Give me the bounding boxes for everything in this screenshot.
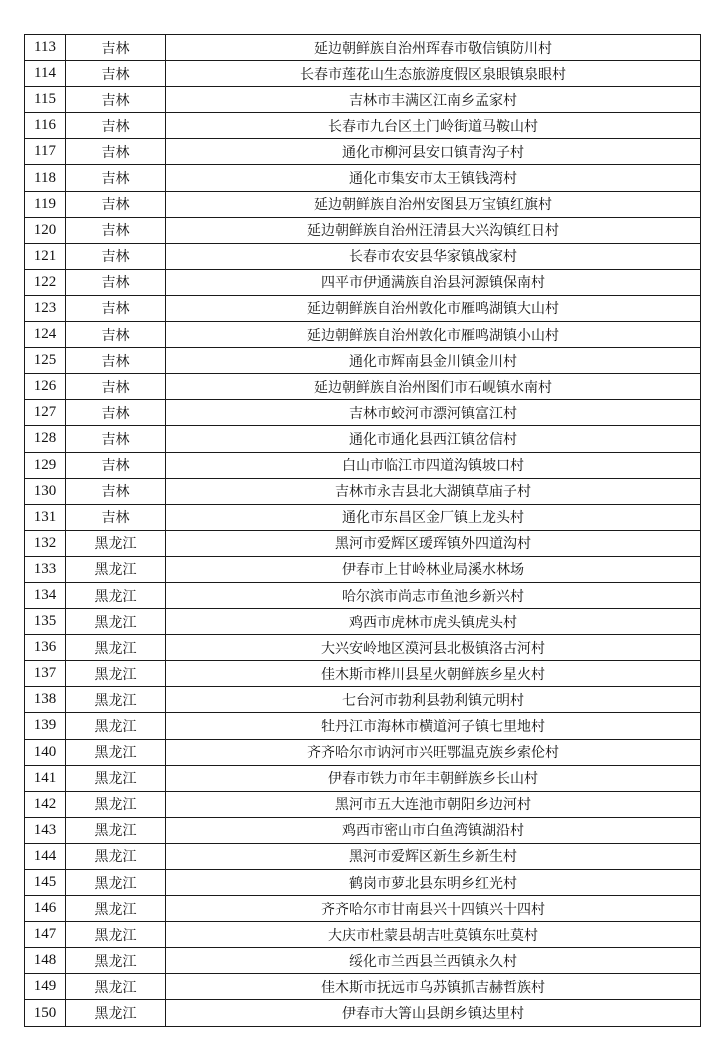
province-cell: 黑龙江 (66, 843, 166, 869)
village-name-cell: 通化市东昌区金厂镇上龙头村 (166, 504, 701, 530)
province-cell: 吉林 (66, 322, 166, 348)
table-row (25, 452, 701, 478)
table-row (25, 896, 701, 922)
row-number-cell: 131 (25, 504, 66, 530)
table-row (25, 817, 701, 843)
village-table-body (25, 35, 701, 1027)
village-name-cell: 延边朝鲜族自治州安图县万宝镇红旗村 (166, 191, 701, 217)
province-cell: 吉林 (66, 139, 166, 165)
village-name-cell: 吉林市蛟河市漂河镇富江村 (166, 400, 701, 426)
village-name-cell: 白山市临江市四道沟镇坡口村 (166, 452, 701, 478)
province-cell: 黑龙江 (66, 556, 166, 582)
table-row (25, 739, 701, 765)
province-cell: 黑龙江 (66, 635, 166, 661)
village-name-cell: 吉林市丰满区江南乡孟家村 (166, 87, 701, 113)
table-row (25, 322, 701, 348)
province-cell: 黑龙江 (66, 870, 166, 896)
village-name-cell: 大兴安岭地区漠河县北极镇洛古河村 (166, 635, 701, 661)
province-cell: 黑龙江 (66, 817, 166, 843)
province-cell: 吉林 (66, 165, 166, 191)
row-number-cell: 134 (25, 582, 66, 608)
table-row (25, 269, 701, 295)
row-number-cell: 138 (25, 687, 66, 713)
province-cell: 吉林 (66, 452, 166, 478)
province-cell: 黑龙江 (66, 661, 166, 687)
village-name-cell: 大庆市杜蒙县胡吉吐莫镇东吐莫村 (166, 922, 701, 948)
province-cell: 吉林 (66, 426, 166, 452)
province-cell: 黑龙江 (66, 974, 166, 1000)
row-number-cell: 129 (25, 452, 66, 478)
table-row (25, 478, 701, 504)
village-name-cell: 延边朝鲜族自治州珲春市敬信镇防川村 (166, 35, 701, 61)
row-number-cell: 125 (25, 348, 66, 374)
village-name-cell: 延边朝鲜族自治州汪清县大兴沟镇红日村 (166, 217, 701, 243)
village-name-cell: 鸡西市虎林市虎头镇虎头村 (166, 609, 701, 635)
village-name-cell: 哈尔滨市尚志市鱼池乡新兴村 (166, 582, 701, 608)
row-number-cell: 142 (25, 791, 66, 817)
row-number-cell: 150 (25, 1000, 66, 1026)
table-row (25, 113, 701, 139)
province-cell: 黑龙江 (66, 687, 166, 713)
table-row (25, 791, 701, 817)
row-number-cell: 143 (25, 817, 66, 843)
province-cell: 吉林 (66, 35, 166, 61)
table-row (25, 295, 701, 321)
village-name-cell: 延边朝鲜族自治州敦化市雁鸣湖镇大山村 (166, 295, 701, 321)
village-name-cell: 佳木斯市抚远市乌苏镇抓吉赫哲族村 (166, 974, 701, 1000)
village-name-cell: 黑河市五大连池市朝阳乡边河村 (166, 791, 701, 817)
row-number-cell: 144 (25, 843, 66, 869)
table-row (25, 661, 701, 687)
province-cell: 黑龙江 (66, 582, 166, 608)
province-cell: 黑龙江 (66, 739, 166, 765)
village-name-cell: 通化市辉南县金川镇金川村 (166, 348, 701, 374)
province-cell: 黑龙江 (66, 609, 166, 635)
row-number-cell: 128 (25, 426, 66, 452)
table-row (25, 348, 701, 374)
province-cell: 黑龙江 (66, 791, 166, 817)
village-list-sheet (24, 34, 700, 1027)
village-name-cell: 长春市莲花山生态旅游度假区泉眼镇泉眼村 (166, 61, 701, 87)
row-number-cell: 132 (25, 530, 66, 556)
row-number-cell: 117 (25, 139, 66, 165)
province-cell: 吉林 (66, 243, 166, 269)
province-cell: 吉林 (66, 504, 166, 530)
row-number-cell: 145 (25, 870, 66, 896)
province-cell: 黑龙江 (66, 713, 166, 739)
row-number-cell: 140 (25, 739, 66, 765)
village-name-cell: 四平市伊通满族自治县河源镇保南村 (166, 269, 701, 295)
table-row (25, 217, 701, 243)
village-name-cell: 鹤岗市萝北县东明乡红光村 (166, 870, 701, 896)
row-number-cell: 119 (25, 191, 66, 217)
row-number-cell: 115 (25, 87, 66, 113)
table-row (25, 922, 701, 948)
village-name-cell: 延边朝鲜族自治州敦化市雁鸣湖镇小山村 (166, 322, 701, 348)
row-number-cell: 127 (25, 400, 66, 426)
province-cell: 吉林 (66, 348, 166, 374)
village-name-cell: 吉林市永吉县北大湖镇草庙子村 (166, 478, 701, 504)
table-row (25, 191, 701, 217)
table-row (25, 582, 701, 608)
province-cell: 吉林 (66, 478, 166, 504)
table-row (25, 530, 701, 556)
province-cell: 黑龙江 (66, 765, 166, 791)
row-number-cell: 137 (25, 661, 66, 687)
table-row (25, 687, 701, 713)
province-cell: 黑龙江 (66, 948, 166, 974)
province-cell: 黑龙江 (66, 1000, 166, 1026)
row-number-cell: 121 (25, 243, 66, 269)
village-name-cell: 鸡西市密山市白鱼湾镇湖沿村 (166, 817, 701, 843)
province-cell: 吉林 (66, 61, 166, 87)
row-number-cell: 148 (25, 948, 66, 974)
table-row (25, 400, 701, 426)
row-number-cell: 123 (25, 295, 66, 321)
village-name-cell: 伊春市铁力市年丰朝鲜族乡长山村 (166, 765, 701, 791)
table-row (25, 870, 701, 896)
table-row (25, 609, 701, 635)
row-number-cell: 147 (25, 922, 66, 948)
table-row (25, 243, 701, 269)
village-name-cell: 通化市集安市太王镇钱湾村 (166, 165, 701, 191)
village-name-cell: 佳木斯市桦川县星火朝鲜族乡星火村 (166, 661, 701, 687)
table-row (25, 61, 701, 87)
province-cell: 吉林 (66, 295, 166, 321)
province-cell: 吉林 (66, 191, 166, 217)
row-number-cell: 136 (25, 635, 66, 661)
row-number-cell: 130 (25, 478, 66, 504)
village-name-cell: 绥化市兰西县兰西镇永久村 (166, 948, 701, 974)
row-number-cell: 139 (25, 713, 66, 739)
row-number-cell: 116 (25, 113, 66, 139)
village-name-cell: 通化市通化县西江镇岔信村 (166, 426, 701, 452)
row-number-cell: 120 (25, 217, 66, 243)
table-row (25, 139, 701, 165)
village-name-cell: 长春市九台区土门岭街道马鞍山村 (166, 113, 701, 139)
row-number-cell: 124 (25, 322, 66, 348)
row-number-cell: 141 (25, 765, 66, 791)
table-row (25, 713, 701, 739)
province-cell: 黑龙江 (66, 530, 166, 556)
village-name-cell: 黑河市爱辉区瑷珲镇外四道沟村 (166, 530, 701, 556)
table-row (25, 843, 701, 869)
row-number-cell: 146 (25, 896, 66, 922)
table-row (25, 974, 701, 1000)
province-cell: 黑龙江 (66, 896, 166, 922)
row-number-cell: 135 (25, 609, 66, 635)
table-row (25, 948, 701, 974)
row-number-cell: 114 (25, 61, 66, 87)
table-row (25, 765, 701, 791)
village-name-cell: 齐齐哈尔市甘南县兴十四镇兴十四村 (166, 896, 701, 922)
village-name-cell: 伊春市上甘岭林业局溪水林场 (166, 556, 701, 582)
table-row (25, 35, 701, 61)
table-row (25, 1000, 701, 1026)
table-row (25, 504, 701, 530)
table-row (25, 635, 701, 661)
table-row (25, 374, 701, 400)
row-number-cell: 118 (25, 165, 66, 191)
province-cell: 黑龙江 (66, 922, 166, 948)
row-number-cell: 113 (25, 35, 66, 61)
province-cell: 吉林 (66, 87, 166, 113)
village-name-cell: 七台河市勃利县勃利镇元明村 (166, 687, 701, 713)
village-name-cell: 长春市农安县华家镇战家村 (166, 243, 701, 269)
province-cell: 吉林 (66, 217, 166, 243)
province-cell: 吉林 (66, 269, 166, 295)
village-name-cell: 齐齐哈尔市讷河市兴旺鄂温克族乡索伦村 (166, 739, 701, 765)
village-name-cell: 延边朝鲜族自治州图们市石岘镇水南村 (166, 374, 701, 400)
village-name-cell: 通化市柳河县安口镇青沟子村 (166, 139, 701, 165)
table-row (25, 87, 701, 113)
row-number-cell: 122 (25, 269, 66, 295)
table-row (25, 556, 701, 582)
village-name-cell: 伊春市大箐山县朗乡镇达里村 (166, 1000, 701, 1026)
row-number-cell: 149 (25, 974, 66, 1000)
row-number-cell: 126 (25, 374, 66, 400)
province-cell: 吉林 (66, 374, 166, 400)
village-table (24, 34, 701, 1027)
province-cell: 吉林 (66, 400, 166, 426)
row-number-cell: 133 (25, 556, 66, 582)
province-cell: 吉林 (66, 113, 166, 139)
village-name-cell: 黑河市爱辉区新生乡新生村 (166, 843, 701, 869)
table-row (25, 165, 701, 191)
table-row (25, 426, 701, 452)
village-name-cell: 牡丹江市海林市横道河子镇七里地村 (166, 713, 701, 739)
